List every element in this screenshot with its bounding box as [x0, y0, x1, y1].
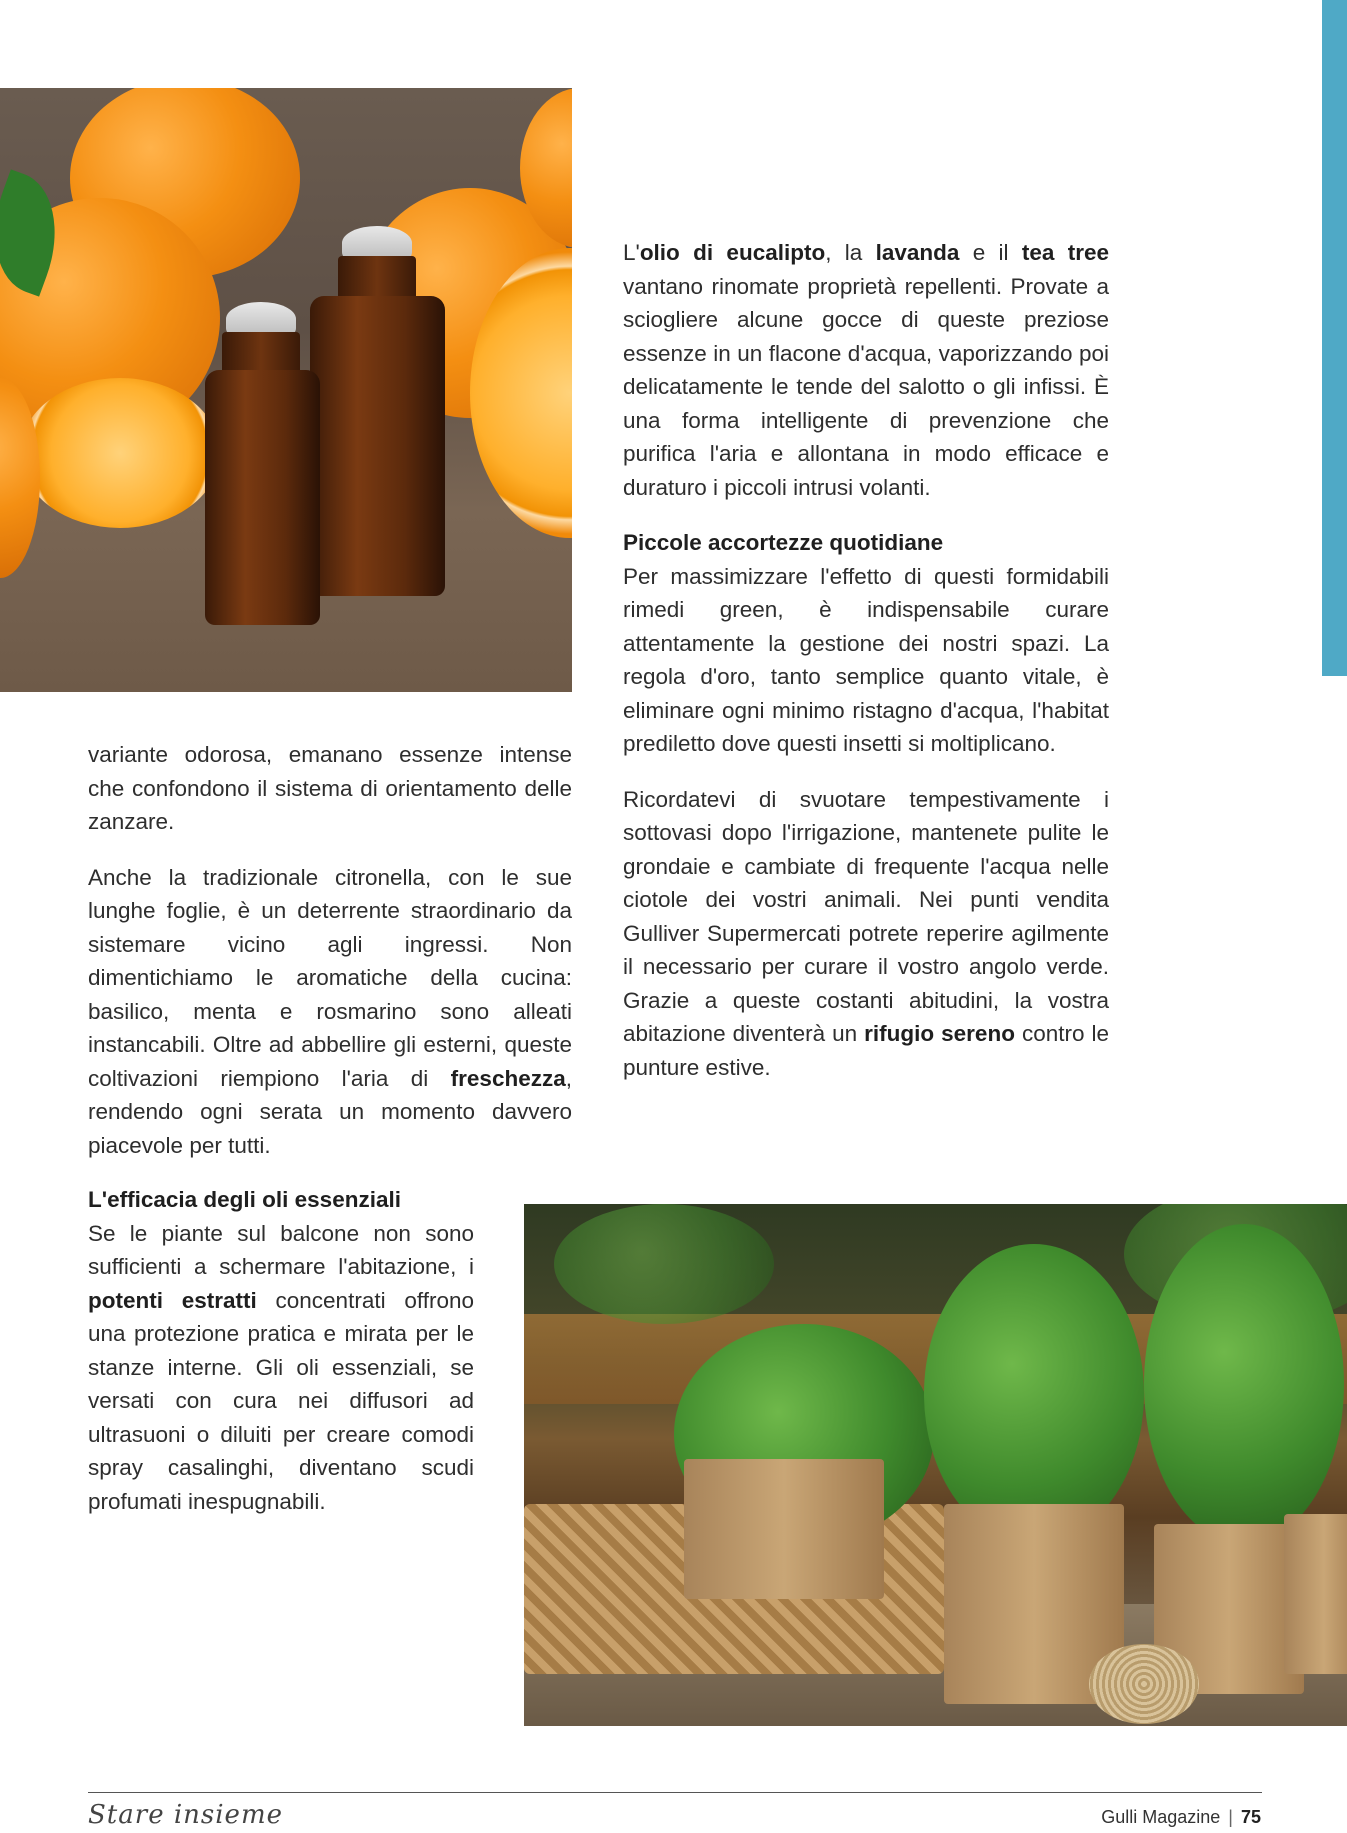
- paragraph-scented-variant: variante odorosa, emanano essenze intense che confondono il sistema di orientamento delle zanzare.: [88, 742, 572, 834]
- footer-separator: |: [1228, 1807, 1233, 1827]
- footer-divider: [88, 1792, 1262, 1793]
- essential-oils-photo: [0, 88, 572, 692]
- section-color-tab: [1322, 0, 1347, 676]
- paragraph-essential-oils: Se le piante sul balcone non sono sufficienti a schermare l'abitazione, i potenti estratti concentrati offrono una protezione pratica e mirata per le stanze interne. Gli oli essenziali, se versati con cura nei diffusori ad ultrasuoni o diluiti per creare comodi spray casalinghi, diventano scudi profumati inespugnabili.: [88, 1220, 474, 1514]
- herbs-photo: [524, 1204, 1347, 1726]
- section-heading-daily-care: Piccole accortezze quotidiane: [623, 530, 944, 555]
- paragraph-habits: Ricordatevi di svuotare tempestivamente i sottovasi dopo l'irrigazione, mantenete pulite le grondaie e cambiate di frequente l'acqua nelle ciotole dei vostri animali. Nei punti vendita Gulliver Supermercati potrete reperire agilmente il necessario per curare il vostro angolo verde. Grazie a queste costanti abitudini, la vostra abitazione diventerà un rifugio sereno contro le punture estive.: [623, 786, 1109, 1080]
- footer-section-title: Stare insieme: [88, 1800, 283, 1830]
- page-number: 75: [1240, 1807, 1261, 1827]
- right-text-column: [623, 236, 1109, 1084]
- left-narrow-text-column: [88, 1183, 474, 1518]
- left-text-column: [88, 738, 572, 1162]
- paragraph-standing-water: Per massimizzare l'effetto di questi formidabili rimedi green, è indispensabile curare attentamente la gestione dei nostri spazi. La regola d'oro, tanto semplice quanto vitale, è eliminare ogni minimo ristagno d'acqua, l'habitat prediletto dove questi insetti si moltiplicano.: [623, 563, 1109, 756]
- section-heading-essential-oils: L'efficacia degli oli essenziali: [88, 1187, 401, 1212]
- magazine-name: Gulli Magazine: [1101, 1807, 1221, 1827]
- intro-paragraph: L'olio di eucalipto, la lavanda e il tea tree vantano rinomate proprietà repellenti. Provate a sciogliere alcune gocce di queste preziose essenze in un flacone d'acqua, vaporizzando poi delicatamente le tende del salotto o gli infissi. È una forma intelligente di prevenzione che purifica l'aria e allontana in modo efficace e duraturo i piccoli intrusi volanti.: [623, 240, 1109, 500]
- footer-magazine-info: [1101, 1807, 1261, 1828]
- paragraph-citronella: Anche la tradizionale citronella, con le sue lunghe foglie, è un deterrente straordinario da sistemare vicino agli ingressi. Non dimentichiamo le aromatiche della cucina: basilico, menta e rosmarino sono alleati instancabili. Oltre ad abbellire gli esterni, queste coltivazioni riempiono l'aria di freschezza, rendendo ogni serata un momento davvero piacevole per tutti.: [88, 864, 572, 1158]
